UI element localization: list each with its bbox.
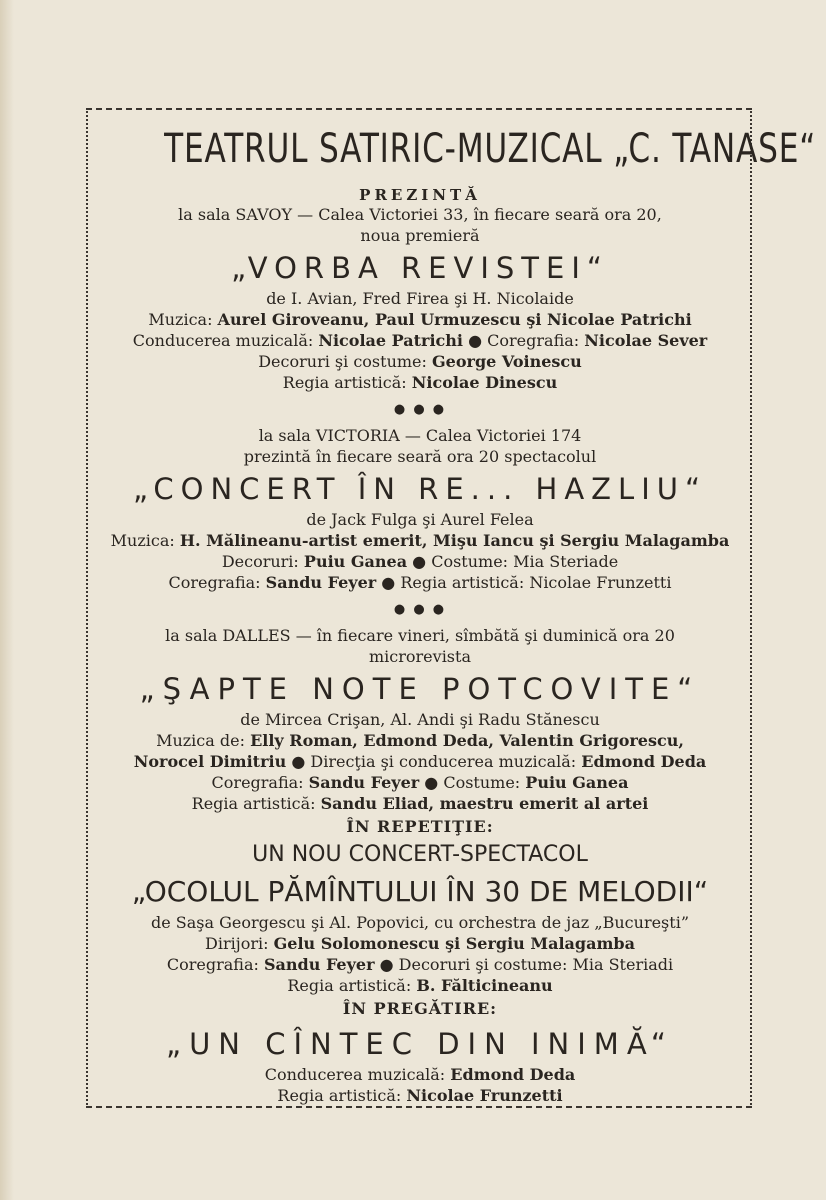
bullet-icon: ● [424,773,439,792]
credit-choreo-direction [92,572,748,593]
show-authors: de I. Avian, Fred Firea şi H. Nicolaide [266,289,574,308]
credit-names: Elly Roman, Edmond Deda, Valentin Grigorescu, [250,731,684,750]
credit-label: Decoruri şi costume: [258,352,427,371]
bullet-icon: ● [381,573,396,592]
credit-label: Regia artistică: [400,573,525,592]
rehearsal-block [92,814,748,996]
venue-line: la sala DALLES — în fiecare vineri, sîmbătă şi duminică ora 20 [165,626,675,645]
credit-names: Nicolae Patrichi [318,331,463,350]
credit-direction [92,975,748,996]
playbill [92,112,817,1106]
credit-names: Norocel Dimitriu [133,752,287,771]
bullet-icon: ● [291,752,306,771]
credit-label: Regia artistică: [277,1086,402,1105]
credit-names: Mia Steriade [513,552,619,571]
credit-sets [92,351,748,372]
credit-names: Gelu Solomonescu şi Sergiu Malagamba [273,934,635,953]
credit-music [92,309,748,330]
venue-line: la sala VICTORIA — Calea Victoriei 174 [258,426,582,445]
credit-names: B. Fălticineanu [416,976,553,995]
show-title: „VORBA REVISTEI“ [231,251,609,285]
credit-label: Direcţia şi conducerea muzicală: [310,752,577,771]
credit-music [92,530,748,551]
preparation-heading: ÎN PREGĂTIRE: [342,999,498,1018]
credit-label: Decoruri şi costume: [398,955,568,974]
credit-names: Puiu Ganea [303,552,408,571]
credit-direction [92,372,748,393]
credit-conductors [92,933,748,954]
credit-direction [92,793,748,814]
credit-names: Sandu Feyer [264,955,375,974]
credit-names: Mia Steriadi [572,955,674,974]
theatre-name: TEATRUL SATIRIC-MUZICAL „C. TANASE“ [164,126,817,172]
show-authors: de Mircea Crişan, Al. Andi şi Radu Stănescu [240,710,600,729]
show-subtitle: noua premieră [360,226,480,245]
credit-label: Conducerea muzicală: [132,331,314,350]
show-subtitle: microrevista [369,647,471,666]
show-authors: de Saşa Georgescu şi Al. Popovici, cu orchestra de jaz „Bucureşti” [151,913,689,932]
credit-label: Muzica: [110,531,175,550]
credit-label: Muzica de: [156,731,245,750]
bullet-icon: ● [379,955,394,974]
show-block-savoy [92,204,748,393]
credit-label: Costume: [443,773,521,792]
credit-choreo-sets [92,954,748,975]
show-block-dalles [92,625,748,814]
credit-music [92,730,748,751]
separator-dots: ● ● ● [393,402,447,417]
preparation-block [92,996,748,1106]
credit-names: Nicolae Sever [584,331,708,350]
credit-names: Edmond Deda [450,1065,576,1084]
credit-names: Puiu Ganea [525,773,629,792]
credit-label: Coregrafia: [487,331,580,350]
show-title: „UN CÎNTEC DIN INIMĂ“ [166,1027,674,1061]
separator-dots: ● ● ● [393,602,447,617]
credit-names: Sandu Feyer [265,573,377,592]
bullet-icon: ● [412,552,427,571]
credit-label: Coregrafia: [166,955,259,974]
credit-label: Coregrafia: [211,773,304,792]
credit-names: George Voinescu [432,352,582,371]
show-title: „OCOLUL PĂMÎNTULUI ÎN 30 DE MELODII“ [131,875,709,908]
credit-label: Muzica: [148,310,213,329]
credit-label: Regia artistică: [191,794,316,813]
credit-names: H. Mălineanu-artist emerit, Mişu Iancu şi Sergiu Malagamba [179,531,730,550]
credit-choreo-costumes [92,772,748,793]
rehearsal-heading: ÎN REPETIŢIE: [346,817,494,836]
credit-names: Sandu Eliad, maestru emerit al artei [320,794,649,813]
credit-names: Nicolae Dinescu [411,373,558,392]
credit-music-conducting [92,751,748,772]
show-subtitle: prezintă în fiecare seară ora 20 spectacolul [243,447,597,466]
credit-names: Sandu Feyer [308,773,420,792]
show-authors: de Jack Fulga şi Aurel Felea [306,510,534,529]
credit-direction [92,1085,748,1106]
credit-names: Nicolae Frunzetti [529,573,672,592]
credit-names: Nicolae Frunzetti [406,1086,563,1105]
presents-heading: PREZINTĂ [359,186,481,204]
credit-names: Edmond Deda [581,752,707,771]
credit-label: Regia artistică: [287,976,412,995]
credit-names: Aurel Giroveanu, Paul Urmuzescu şi Nicolae Patrichi [217,310,692,329]
credit-label: Dirijori: [205,934,269,953]
show-block-victoria [92,425,748,593]
show-title: „CONCERT ÎN RE... HAZLIU“ [132,472,708,506]
credit-conducting [92,1064,748,1085]
venue-line: la sala SAVOY — Calea Victoriei 33, în fiecare seară ora 20, [178,205,662,224]
show-title: „ŞAPTE NOTE POTCOVITE“ [139,672,701,706]
credit-label: Coregrafia: [168,573,261,592]
rehearsal-subheading: UN NOU CONCERT-SPECTACOL [252,842,588,867]
credit-label: Decoruri: [221,552,299,571]
credit-sets-costumes [92,551,748,572]
credit-label: Regia artistică: [282,373,407,392]
credit-label: Costume: [431,552,509,571]
bullet-icon: ● [468,331,483,350]
page-edge [0,0,14,1200]
credit-conducting-choreo [92,330,748,351]
credit-label: Conducerea muzicală: [264,1065,446,1084]
